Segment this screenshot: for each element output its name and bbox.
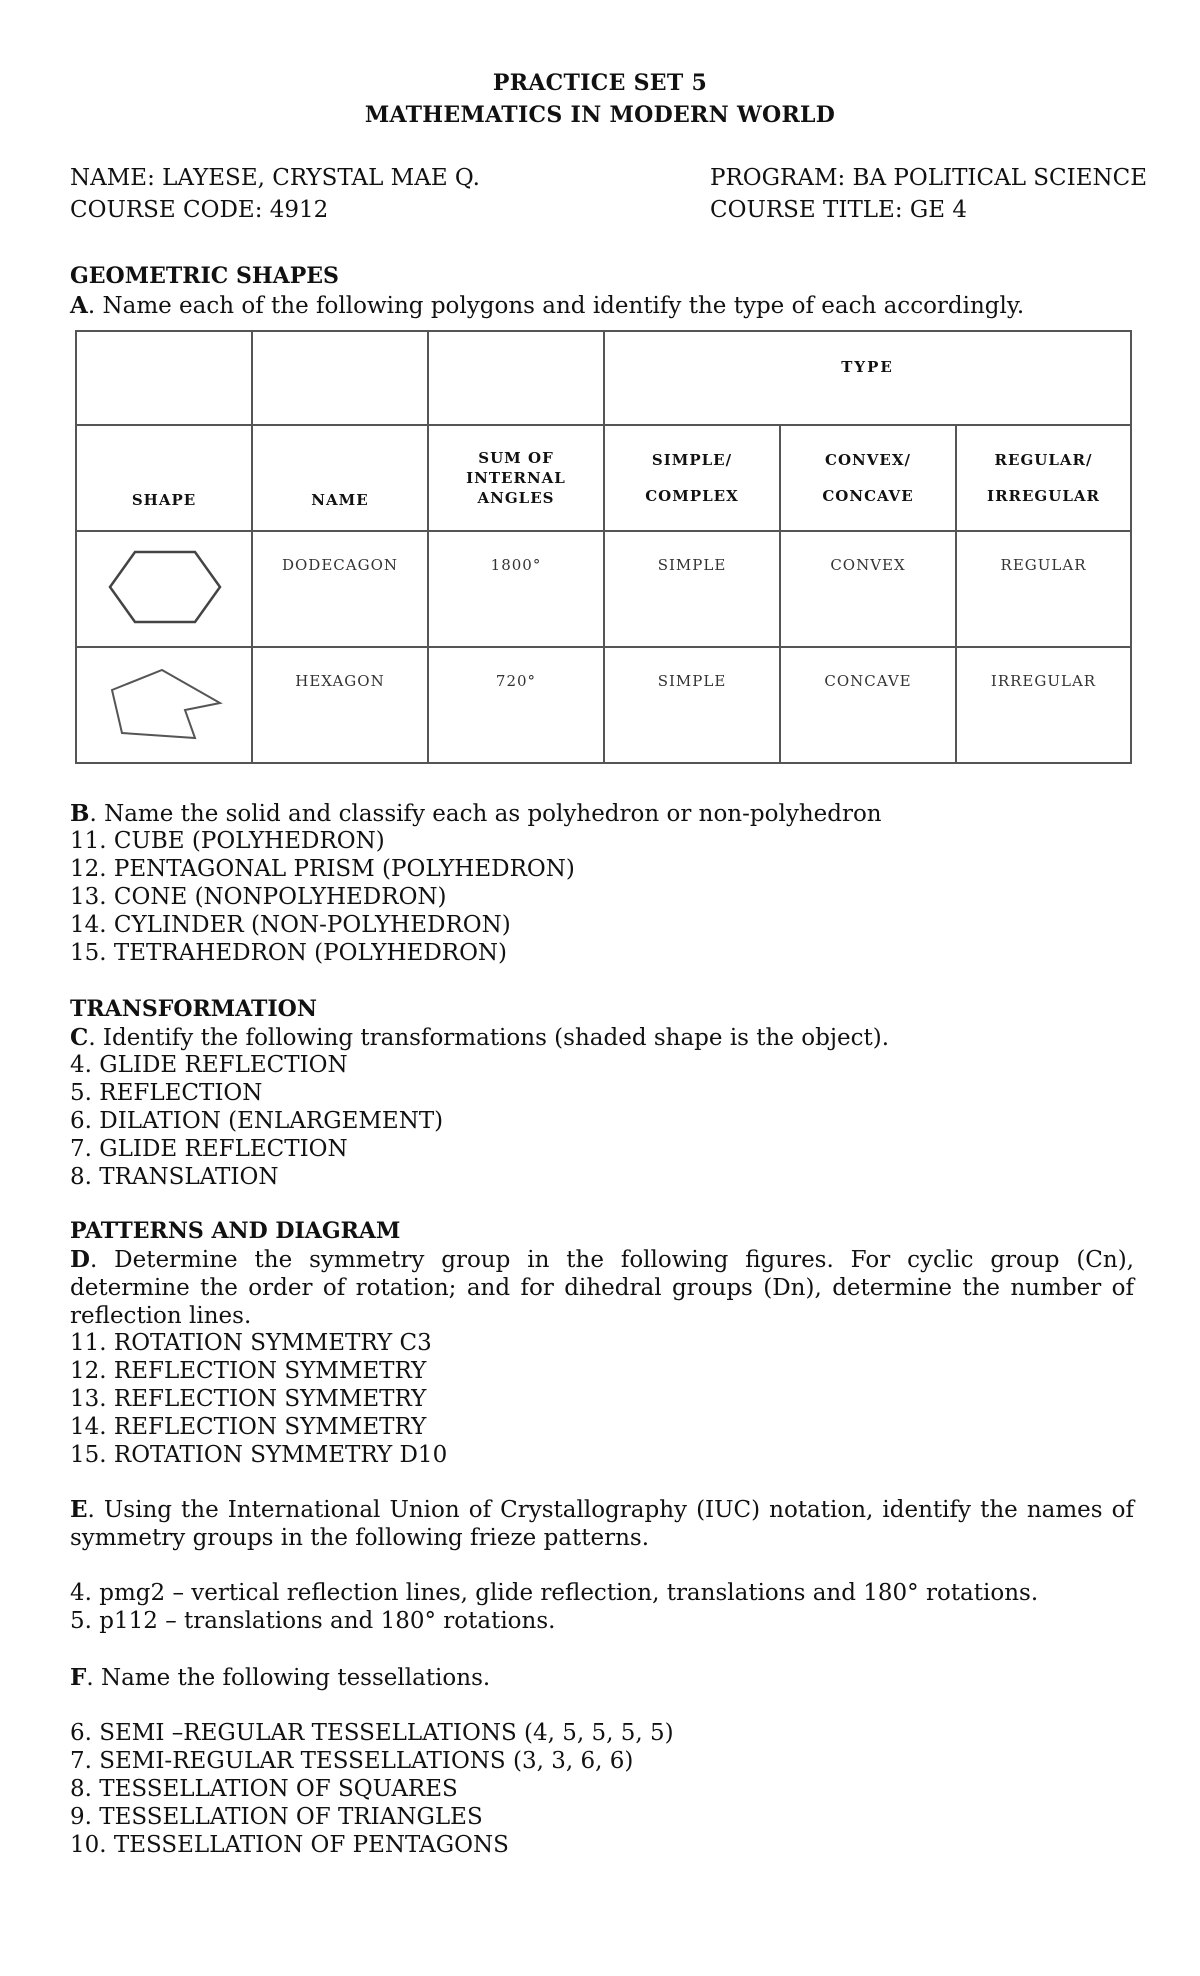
instruction-a-label: A [70, 292, 88, 319]
list-item: 13. CONE (NONPOLYHEDRON) [70, 884, 447, 910]
list-item: 7. SEMI-REGULAR TESSELLATIONS (3, 3, 6, 6) [70, 1748, 634, 1774]
col-header-regular: REGULAR/ IRREGULAR [956, 425, 1131, 531]
shape-cell [76, 531, 252, 647]
cell-convex: CONVEX [780, 531, 956, 647]
list-item: 6. DILATION (ENLARGEMENT) [70, 1108, 444, 1134]
table-row [76, 647, 1131, 763]
col-header-sum: SUM OF INTERNAL ANGLES [428, 425, 604, 531]
list-item: 10. TESSELLATION OF PENTAGONS [70, 1832, 509, 1858]
polygon-table [75, 330, 1130, 760]
instruction-b-label: B [70, 800, 90, 827]
list-item: 12. PENTAGONAL PRISM (POLYHEDRON) [70, 856, 575, 882]
col-header-simple: SIMPLE/ COMPLEX [604, 425, 780, 531]
cell-sum: 720° [428, 647, 604, 763]
col-header-shape: SHAPE [76, 425, 252, 531]
header-blank-1 [76, 331, 252, 425]
instruction-f-text: . Name the following tessellations. [86, 1665, 491, 1691]
list-item: 4. GLIDE REFLECTION [70, 1052, 348, 1078]
list-item: 13. REFLECTION SYMMETRY [70, 1386, 427, 1412]
course-title: COURSE TITLE: GE 4 [710, 197, 968, 223]
instruction-f-label: F [70, 1664, 87, 1691]
cell-simple: SIMPLE [604, 647, 780, 763]
table-row [76, 531, 1131, 647]
instruction-e [70, 1496, 1134, 1552]
instruction-e-text: . Using the International Union of Crystallography (IUC) notation, identify the names of symmetry groups in the following frieze patterns. [70, 1497, 1134, 1551]
list-item: 12. REFLECTION SYMMETRY [70, 1358, 427, 1384]
instruction-e-label: E [70, 1496, 88, 1523]
cell-convex: CONCAVE [780, 647, 956, 763]
cell-sum: 1800° [428, 531, 604, 647]
list-item: 4. pmg2 – vertical reflection lines, glide reflection, translations and 180° rotations. [70, 1580, 1039, 1606]
col-header-name: NAME [252, 425, 428, 531]
instruction-d-label: D [70, 1246, 90, 1273]
irregular-hexagon-icon [77, 648, 253, 758]
list-item: 5. REFLECTION [70, 1080, 263, 1106]
list-item: 15. ROTATION SYMMETRY D10 [70, 1442, 448, 1468]
section-heading-transformation: TRANSFORMATION [70, 996, 317, 1022]
section-heading-patterns: PATTERNS AND DIAGRAM [70, 1218, 401, 1244]
course-code: COURSE CODE: 4912 [70, 197, 329, 223]
col-header-convex: CONVEX/ CONCAVE [780, 425, 956, 531]
instruction-a [70, 292, 1024, 319]
instruction-b [70, 800, 882, 827]
list-item: 9. TESSELLATION OF TRIANGLES [70, 1804, 483, 1830]
list-item: 7. GLIDE REFLECTION [70, 1136, 348, 1162]
cell-simple: SIMPLE [604, 531, 780, 647]
list-item: 15. TETRAHEDRON (POLYHEDRON) [70, 940, 508, 966]
list-item: 14. CYLINDER (NON-POLYHEDRON) [70, 912, 511, 938]
list-item: 6. SEMI –REGULAR TESSELLATIONS (4, 5, 5, 5, 5) [70, 1720, 674, 1746]
cell-regular: REGULAR [956, 531, 1131, 647]
header-blank-2 [252, 331, 428, 425]
page-subtitle: MATHEMATICS IN MODERN WORLD [364, 102, 836, 128]
cell-name: DODECAGON [252, 531, 428, 647]
instruction-c [70, 1024, 889, 1051]
page-title: PRACTICE SET 5 [492, 70, 708, 96]
instruction-f [70, 1664, 490, 1691]
header-type: TYPE [604, 331, 1131, 425]
shape-cell [76, 647, 252, 763]
header-blank-3 [428, 331, 604, 425]
instruction-b-text: . Name the solid and classify each as polyhedron or non-polyhedron [89, 801, 882, 827]
hexagon-icon [77, 532, 253, 642]
program: PROGRAM: BA POLITICAL SCIENCE [710, 165, 1148, 191]
list-item: 11. ROTATION SYMMETRY C3 [70, 1330, 432, 1356]
cell-name: HEXAGON [252, 647, 428, 763]
instruction-c-label: C [70, 1024, 89, 1051]
cell-regular: IRREGULAR [956, 647, 1131, 763]
list-item: 8. TRANSLATION [70, 1164, 279, 1190]
list-item: 8. TESSELLATION OF SQUARES [70, 1776, 458, 1802]
list-item: 5. p112 – translations and 180° rotations. [70, 1608, 556, 1634]
instruction-d-text: . Determine the symmetry group in the following figures. For cyclic group (Cn), determine the order of rotation; and for dihedral groups (Dn), determine the number of reflection lines. [70, 1247, 1134, 1329]
instruction-c-text: . Identify the following transformations (shaded shape is the object). [88, 1025, 889, 1051]
section-heading-geometric: GEOMETRIC SHAPES [70, 263, 339, 289]
list-item: 11. CUBE (POLYHEDRON) [70, 828, 385, 854]
instruction-d [70, 1246, 1134, 1330]
list-item: 14. REFLECTION SYMMETRY [70, 1414, 427, 1440]
instruction-a-text: . Name each of the following polygons and identify the type of each accordingly. [87, 293, 1025, 319]
student-name: NAME: LAYESE, CRYSTAL MAE Q. [70, 165, 480, 191]
